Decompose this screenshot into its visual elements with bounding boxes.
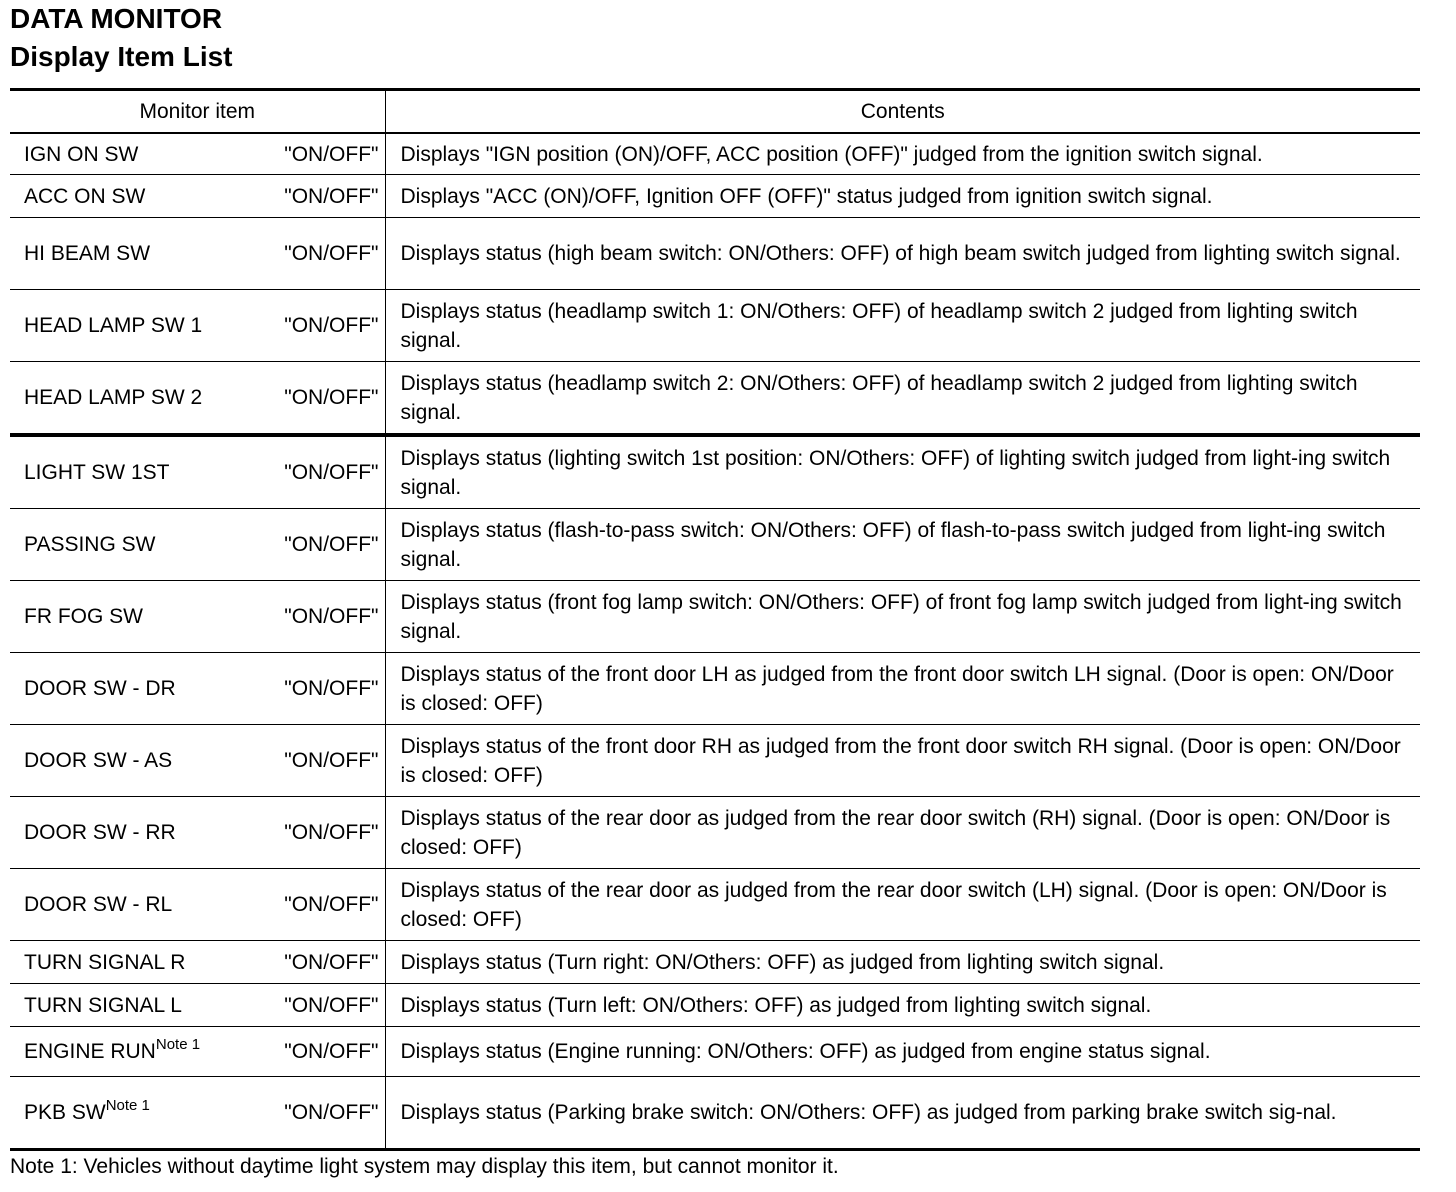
table-row: [10, 175, 1420, 218]
monitor-item-value: "ON/OFF": [256, 581, 385, 653]
monitor-item-name: DOOR SW - RL: [10, 869, 256, 941]
table-row: [10, 133, 1420, 175]
monitor-item-value: "ON/OFF": [256, 941, 385, 984]
header-monitor-item: Monitor item: [10, 90, 385, 134]
table-header-row: [10, 90, 1420, 134]
document-page: [10, 0, 1420, 76]
table-row: [10, 725, 1420, 797]
table-row: [10, 1077, 1420, 1150]
monitor-item-name: ACC ON SW: [10, 175, 256, 218]
monitor-item-contents: Displays "IGN position (ON)/OFF, ACC position (OFF)" judged from the ignition switch signal.: [385, 133, 1420, 175]
monitor-item-name: FR FOG SW: [10, 581, 256, 653]
table-row: [10, 362, 1420, 436]
monitor-item-name: PKB SW$^{Note 1}$: [10, 1077, 256, 1150]
monitor-item-contents: Displays status (Parking brake switch: ON/Others: OFF) as judged from parking brake switch sig-nal.: [385, 1077, 1420, 1150]
display-item-table: [10, 88, 1420, 1151]
monitor-item-value: "ON/OFF": [256, 133, 385, 175]
monitor-item-value: "ON/OFF": [256, 725, 385, 797]
table-row: [10, 218, 1420, 290]
monitor-item-name: IGN ON SW: [10, 133, 256, 175]
monitor-item-name: PASSING SW: [10, 509, 256, 581]
header-contents: Contents: [385, 90, 1420, 134]
monitor-item-value: "ON/OFF": [256, 435, 385, 509]
table-row: [10, 581, 1420, 653]
table-row: [10, 435, 1420, 509]
monitor-item-contents: Displays status of the rear door as judged from the rear door switch (LH) signal. (Door is open: ON/Door is closed: OFF): [385, 869, 1420, 941]
monitor-item-contents: Displays status (lighting switch 1st position: ON/Others: OFF) of lighting switch judged from light-ing switch signal.: [385, 435, 1420, 509]
table-row: [10, 869, 1420, 941]
monitor-item-contents: Displays status (headlamp switch 1: ON/Others: OFF) of headlamp switch 2 judged from lighting switch signal.: [385, 290, 1420, 362]
monitor-item-contents: Displays status (high beam switch: ON/Others: OFF) of high beam switch judged from lighting switch signal.: [385, 218, 1420, 290]
monitor-item-name: DOOR SW - RR: [10, 797, 256, 869]
table-row: [10, 1027, 1420, 1077]
monitor-item-value: "ON/OFF": [256, 1027, 385, 1077]
monitor-item-contents: Displays status (Turn right: ON/Others: OFF) as judged from lighting switch signal.: [385, 941, 1420, 984]
page-subtitle: Display Item List: [10, 41, 233, 72]
monitor-item-name: DOOR SW - DR: [10, 653, 256, 725]
monitor-item-value: "ON/OFF": [256, 797, 385, 869]
monitor-item-contents: Displays status (Engine running: ON/Others: OFF) as judged from engine status signal.: [385, 1027, 1420, 1077]
monitor-item-value: "ON/OFF": [256, 653, 385, 725]
table-row: [10, 509, 1420, 581]
monitor-item-contents: Displays status of the rear door as judged from the rear door switch (RH) signal. (Door is open: ON/Door is closed: OFF): [385, 797, 1420, 869]
table-row: [10, 984, 1420, 1027]
table-row: [10, 797, 1420, 869]
monitor-item-contents: Displays status (headlamp switch 2: ON/Others: OFF) of headlamp switch 2 judged from lighting switch signal.: [385, 362, 1420, 436]
monitor-item-value: "ON/OFF": [256, 290, 385, 362]
monitor-item-contents: Displays status (Turn left: ON/Others: OFF) as judged from lighting switch signal.: [385, 984, 1420, 1027]
monitor-item-value: "ON/OFF": [256, 509, 385, 581]
monitor-item-name: LIGHT SW 1ST: [10, 435, 256, 509]
monitor-item-name: TURN SIGNAL R: [10, 941, 256, 984]
monitor-item-name: HEAD LAMP SW 1: [10, 290, 256, 362]
monitor-item-value: "ON/OFF": [256, 1077, 385, 1150]
footnote: Note 1: Vehicles without daytime light system may display this item, but cannot monitor it.: [10, 1155, 839, 1178]
monitor-item-contents: Displays status (front fog lamp switch: ON/Others: OFF) of front fog lamp switch judged from light-ing switch signal.: [385, 581, 1420, 653]
monitor-item-contents: Displays status of the front door RH as judged from the front door switch RH signal. (Door is open: ON/Door is closed: OFF): [385, 725, 1420, 797]
monitor-item-contents: Displays status of the front door LH as judged from the front door switch LH signal. (Door is open: ON/Door is closed: OFF): [385, 653, 1420, 725]
monitor-item-value: "ON/OFF": [256, 869, 385, 941]
monitor-item-value: "ON/OFF": [256, 362, 385, 436]
monitor-item-name: DOOR SW - AS: [10, 725, 256, 797]
monitor-item-name: ENGINE RUN$^{Note 1}$: [10, 1027, 256, 1077]
monitor-item-name: HEAD LAMP SW 2: [10, 362, 256, 436]
monitor-item-contents: Displays status (flash-to-pass switch: ON/Others: OFF) of flash-to-pass switch judged from light-ing switch signal.: [385, 509, 1420, 581]
table-row: [10, 941, 1420, 984]
monitor-item-contents: Displays "ACC (ON)/OFF, Ignition OFF (OFF)" status judged from ignition switch signal.: [385, 175, 1420, 218]
table-row: [10, 653, 1420, 725]
table-row: [10, 290, 1420, 362]
monitor-item-value: "ON/OFF": [256, 218, 385, 290]
page-title: DATA MONITOR: [10, 3, 223, 34]
monitor-item-name: TURN SIGNAL L: [10, 984, 256, 1027]
monitor-item-name: HI BEAM SW: [10, 218, 256, 290]
monitor-item-value: "ON/OFF": [256, 984, 385, 1027]
monitor-item-value: "ON/OFF": [256, 175, 385, 218]
